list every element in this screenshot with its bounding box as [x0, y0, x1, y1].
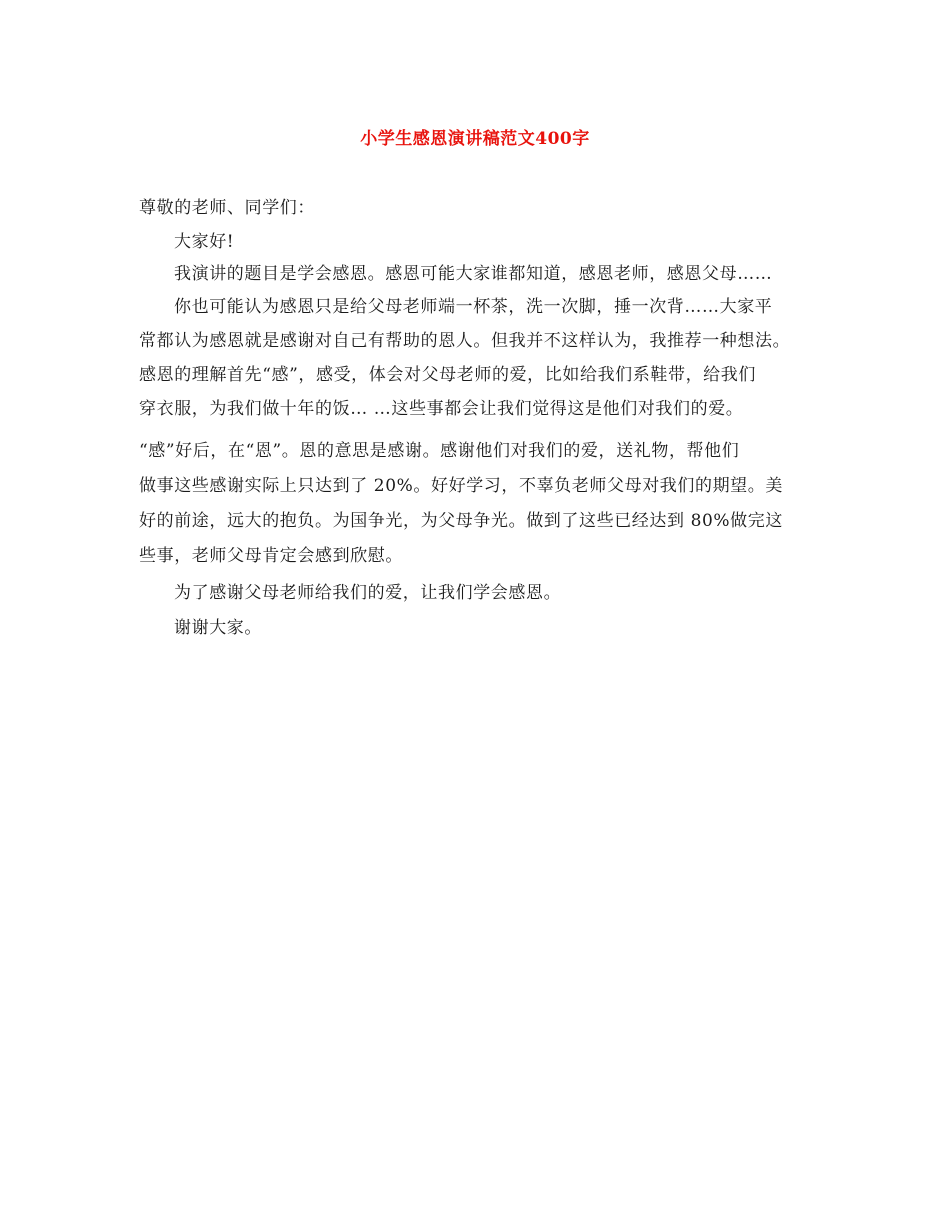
paragraph-line: 好的前途，远大的抱负。为国争光，为父母争光。做到了这些已经达到 80%做完这 [139, 511, 783, 531]
paragraph-line: 常都认为感恩就是感谢对自己有帮助的恩人。但我并不这样认为，我推荐一种想法。 [139, 331, 791, 351]
salutation-line: 尊敬的老师、同学们： [139, 198, 315, 218]
paragraph-line: 些事，老师父母肯定会感到欣慰。 [139, 546, 403, 566]
closing-paragraph-line: 为了感谢父母老师给我们的爱，让我们学会感恩。 [174, 583, 562, 603]
document-title: 小学生感恩演讲稿范文400字 [360, 129, 590, 149]
thanks-line: 谢谢大家。 [174, 618, 262, 638]
paragraph-line: 穿衣服，为我们做十年的饭… …这些事都会让我们觉得这是他们对我们的爱。 [139, 399, 744, 419]
paragraph-line: “感”好后，在“恩”。恩的意思是感谢。感谢他们对我们的爱，送礼物，帮他们 [139, 441, 740, 461]
paragraph-line: 做事这些感谢实际上只达到了 20%。好好学习，不辜负老师父母对我们的期望。美 [139, 476, 783, 496]
paragraph-line: 你也可能认为感恩只是给父母老师端一杯茶，洗一次脚，捶一次背……大家平 [174, 297, 773, 317]
greeting-line: 大家好! [174, 232, 235, 252]
paragraph-line: 感恩的理解首先“感”，感受，体会对父母老师的爱，比如给我们系鞋带，给我们 [139, 365, 756, 385]
paragraph-line: 我演讲的题目是学会感恩。感恩可能大家谁都知道，感恩老师，感恩父母…… [174, 264, 773, 284]
